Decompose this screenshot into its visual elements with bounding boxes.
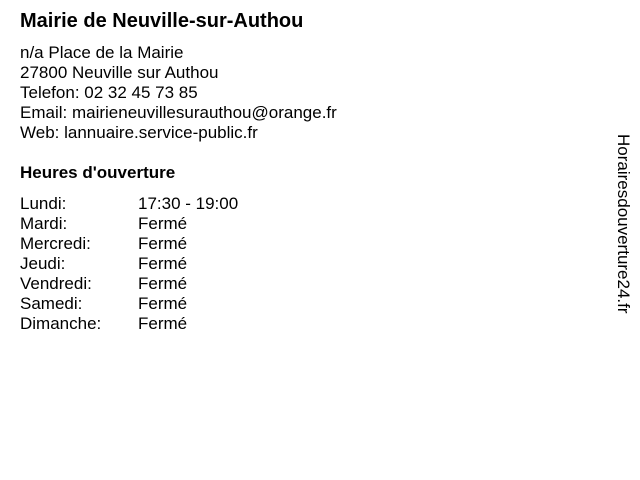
hours-value: Fermé <box>138 294 188 313</box>
day-label: Jeudi: <box>20 254 66 273</box>
hours-value: Fermé <box>138 234 188 253</box>
page-title: Mairie de Neuville-sur-Authou <box>20 10 304 32</box>
day-label: Lundi: <box>20 194 67 213</box>
day-label: Vendredi: <box>20 274 92 293</box>
hours-heading: Heures d'ouverture <box>20 163 176 182</box>
website: Web: lannuaire.service-public.fr <box>20 123 258 142</box>
hours-row-friday <box>20 274 238 294</box>
hours-value: Fermé <box>138 214 188 233</box>
day-label: Mercredi: <box>20 234 91 253</box>
email-address: Email: mairieneuvillesurauthou@orange.fr <box>20 103 337 122</box>
day-label: Samedi: <box>20 294 83 313</box>
day-label: Mardi: <box>20 214 68 233</box>
hours-row-sunday <box>20 314 238 334</box>
hours-row-monday <box>20 194 238 214</box>
day-label: Dimanche: <box>20 314 102 333</box>
address-block <box>20 43 337 143</box>
address-street: n/a Place de la Mairie <box>20 43 184 62</box>
hours-row-tuesday <box>20 214 238 234</box>
hours-value: Fermé <box>138 274 188 293</box>
phone-number: Telefon: 02 32 45 73 85 <box>20 83 198 102</box>
hours-row-thursday <box>20 254 238 274</box>
brand-watermark: Horairesdouverture24.fr <box>614 134 633 314</box>
hours-value: Fermé <box>138 254 188 273</box>
address-city: 27800 Neuville sur Authou <box>20 63 219 82</box>
hours-row-saturday <box>20 294 238 314</box>
hours-table <box>20 194 238 334</box>
hours-value: 17:30 - 19:00 <box>138 194 239 213</box>
hours-value: Fermé <box>138 314 188 333</box>
hours-row-wednesday <box>20 234 238 254</box>
